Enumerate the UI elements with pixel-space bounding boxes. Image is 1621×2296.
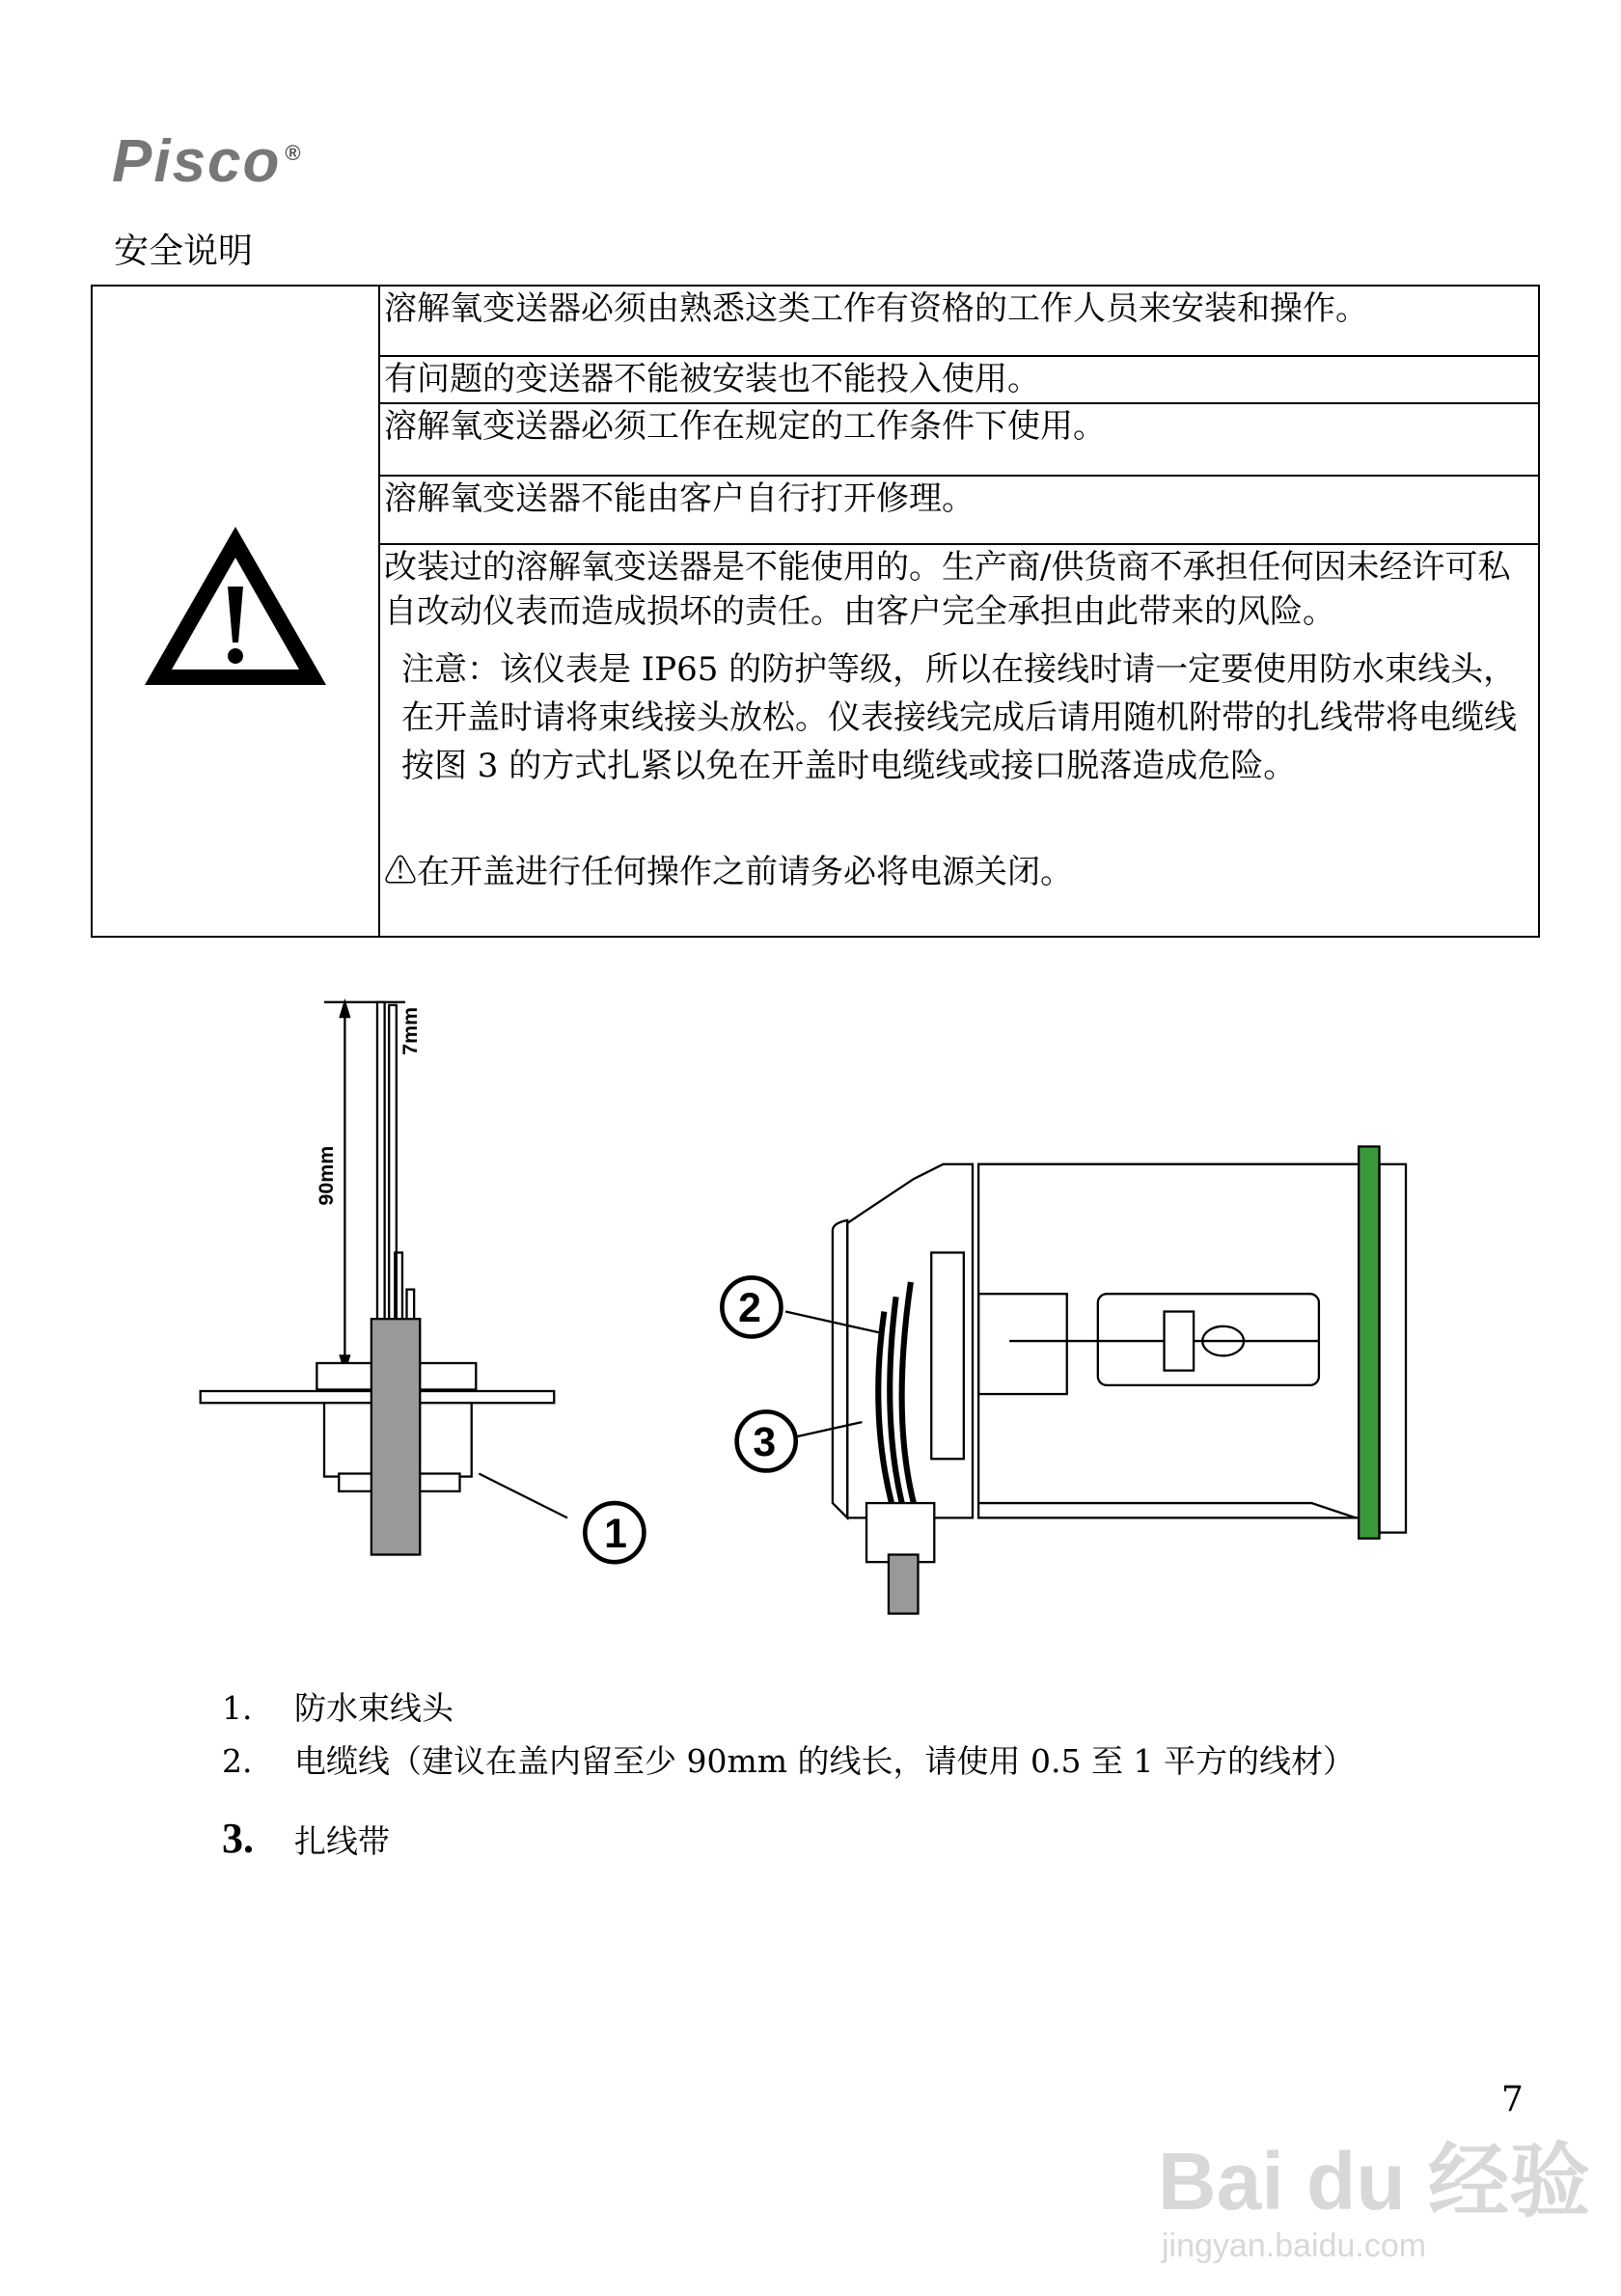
legend-number: 2. — [222, 1742, 253, 1780]
power-off-warning-text: 在开盖进行任何操作之前请务必将电源关闭。 — [417, 853, 1073, 891]
safety-row-4: 溶解氧变送器不能由客户自行打开修理。 — [379, 476, 1539, 544]
watermark-url: jingyan.baidu.com — [1162, 2228, 1427, 2264]
baidu-watermark — [1158, 2137, 1590, 2266]
callout-2: 2 — [738, 1285, 761, 1332]
legend-text: 防水束线头 — [294, 1689, 453, 1727]
legend-item-1 — [222, 1683, 453, 1729]
modification-paragraph: 改装过的溶解氧变送器是不能使用的。生产商/供货商不承担任何因未经许可私自改动仪表而造成损坏的责任。由客户完全承担由此带来的风险。 — [384, 548, 1511, 631]
logo-text: Pisco — [112, 128, 282, 195]
legend-item-2 — [222, 1736, 1355, 1782]
safety-row-1: 溶解氧变送器必须由熟悉这类工作有资格的工作人员来安装和操作。 — [379, 286, 1539, 356]
small-warning-icon: ⚠ — [384, 853, 417, 891]
watermark-brand: Bai du 经验 — [1158, 2136, 1591, 2227]
callout-1: 1 — [604, 1510, 627, 1557]
callout-3: 3 — [753, 1419, 777, 1466]
section-heading: 安全说明 — [114, 232, 254, 271]
legend-number: 3. — [222, 1815, 254, 1862]
safety-row-2: 有问题的变送器不能被安装也不能投入使用。 — [379, 356, 1539, 403]
legend-item-3 — [222, 1814, 390, 1863]
cable-gland-diagram — [201, 1002, 645, 1562]
transmitter-diagram — [722, 1146, 1406, 1613]
dimension-90mm: 90mm — [315, 1145, 339, 1206]
legend-number: 1. — [222, 1689, 253, 1727]
dimension-7mm: 7mm — [398, 1006, 423, 1055]
registered-mark: ® — [285, 141, 303, 166]
legend-text: 扎线带 — [294, 1822, 390, 1860]
legend-text: 电缆线（建议在盖内留至少 90mm 的线长，请使用 0.5 至 1 平方的线材） — [294, 1742, 1355, 1780]
page-number: 7 — [1501, 2080, 1524, 2119]
safety-row-3: 溶解氧变送器必须工作在规定的工作条件下使用。 — [379, 403, 1539, 476]
ip65-note: 注意：该仪表是 IP65 的防护等级，所以在接线时请一定要使用防水束线头，在开盖时请将束线接头放松。仪表接线完成后请用随机附带的扎线带将电缆线按图 3 的方式扎紧以免在开盖时电缆线或接口脱落造成危险。 — [401, 650, 1517, 785]
